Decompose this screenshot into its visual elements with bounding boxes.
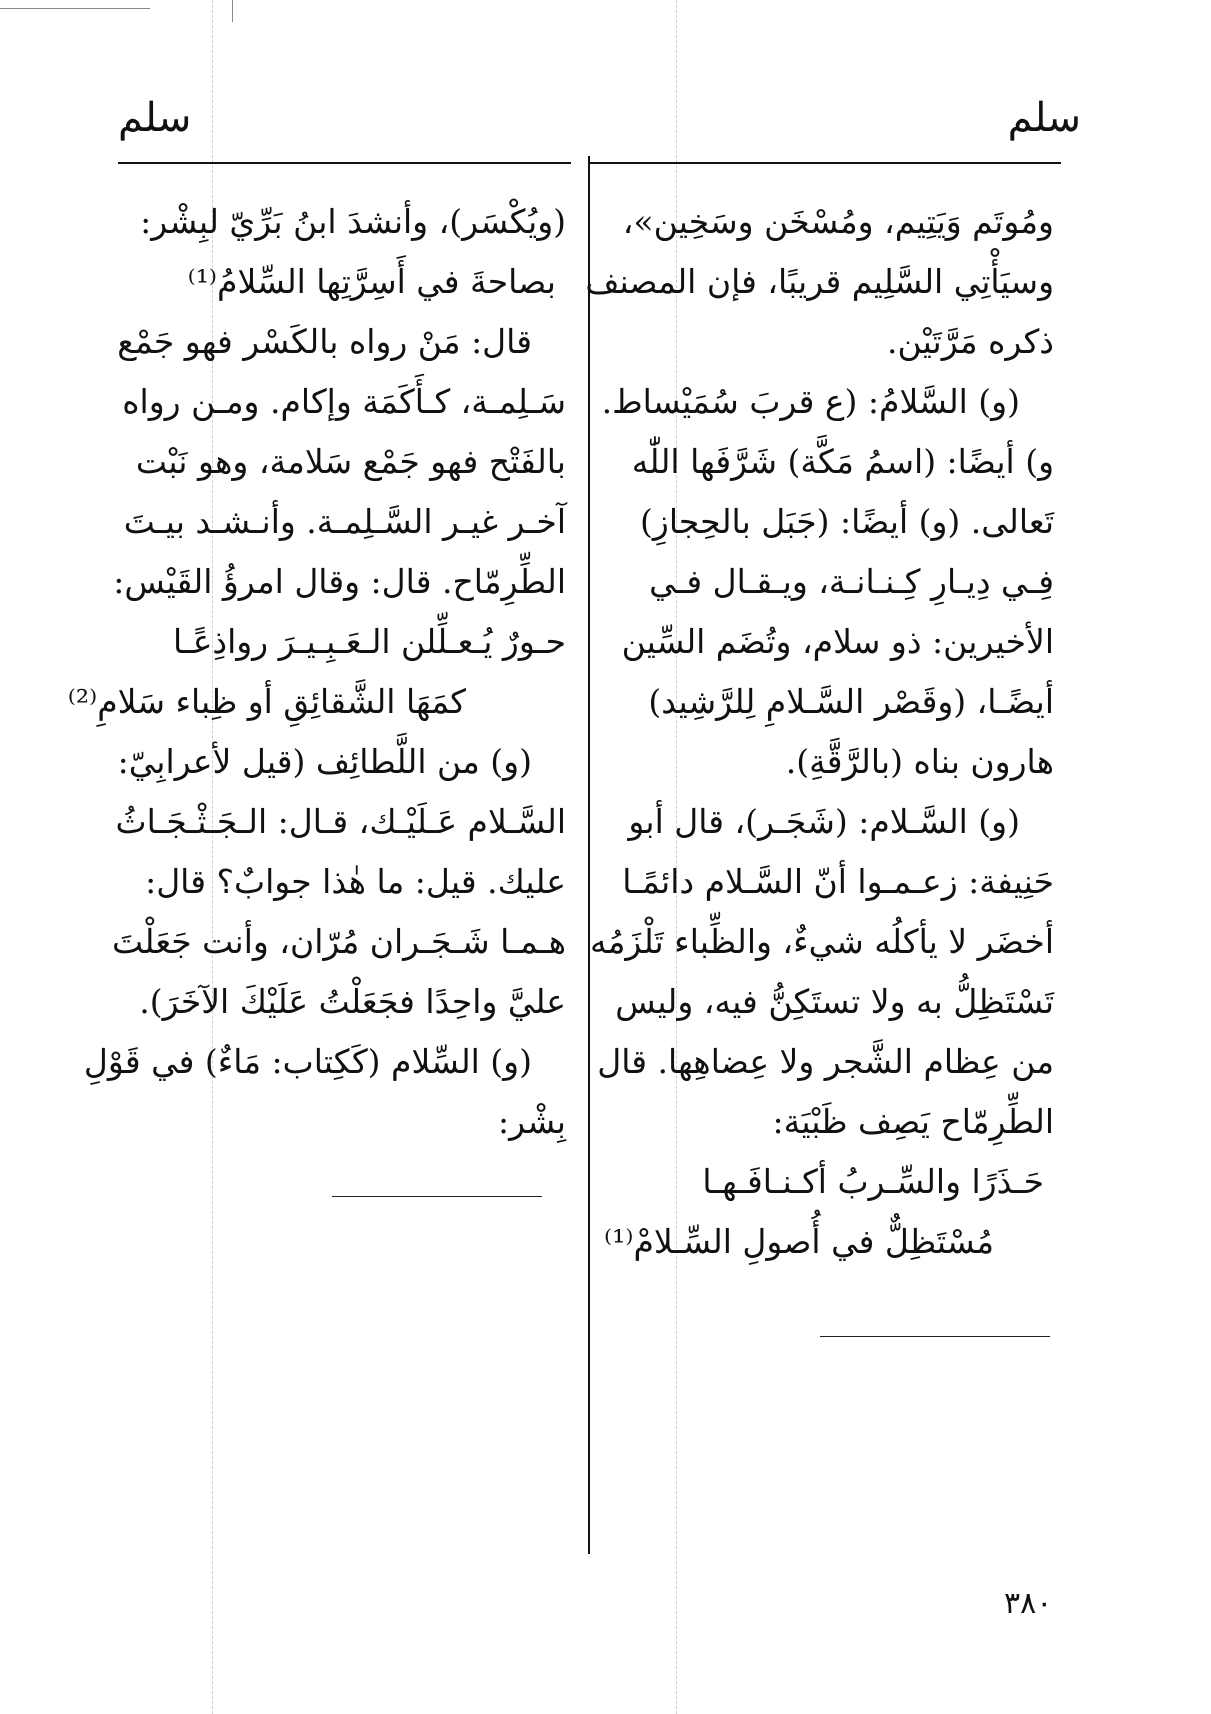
verse-line: حَـذَرًا والسِّـربُ أكـنـافَـهـا xyxy=(702,1162,1044,1201)
text-line: سَـلِمـة، كـأَكَمَة وإكام. ومـن رواه xyxy=(122,382,566,421)
text-line: عليَّ واحِدًا فجَعَلْتُ عَلَيْكَ الآخَرَ). xyxy=(139,982,566,1021)
text-line: تَسْتَظِلُّ به ولا تستَكِنُّ فيه، وليس xyxy=(615,982,1054,1021)
footnote-rule-left xyxy=(332,1196,542,1197)
text-line: و) أيضًا: (اسمُ مَكَّة) شَرَّفَها اللّٰه xyxy=(631,442,1054,481)
header-rule-right xyxy=(590,162,1061,164)
text-line: من عِظام الشَّجر ولا عِضاهِها. قال xyxy=(597,1042,1054,1081)
text-line: وسيَأْتِي السَّلِيم قريبًا، فإن المصنف xyxy=(585,262,1054,301)
text-line: (و) السَّلامُ: (ع قربَ سُمَيْساط. xyxy=(601,382,1020,421)
footnotes-right-column xyxy=(628,1352,1056,1572)
text-line: بالفَتْح فهو جَمْع سَلامة، وهو نَبْت xyxy=(135,442,566,481)
scan-tick-mark xyxy=(232,0,233,22)
text-line: (ويُكْسَر)، وأنشدَ ابنُ بَرِّيّ لبِشْر: xyxy=(140,202,566,241)
text-line: (و) من اللَّطائِف (قيل لأعرابِيّ: xyxy=(117,742,532,781)
verse-line: مُسْتَظِلٌّ في أُصولِ السِّـلامْ⁽¹⁾ xyxy=(604,1222,994,1261)
text-line: ومُوتَم وَيَتِيم، ومُسْخَن وسَخِين»، xyxy=(622,202,1054,241)
text-line: تَعالى. (و) أيضًا: (جَبَل بالحِجازِ) xyxy=(640,502,1054,541)
page-number: ٣٨٠ xyxy=(1004,1586,1053,1621)
text-line: (و) السِّلام (كَكِتاب: مَاءٌ) في قَوْلِ xyxy=(83,1042,532,1081)
running-head-left: سلم xyxy=(118,95,192,141)
verse-line: حـورٌ يُـعـلِّلن الـعَـبِـيـرَ رواذِعًـا xyxy=(172,622,566,661)
footnotes-left-column xyxy=(118,1212,568,1552)
header-rule-left xyxy=(118,162,571,164)
verse-line: بصاحةَ في أَسِرَّتِها السِّلامُ⁽¹⁾ xyxy=(187,262,556,301)
text-line: الأخيرين: ذو سلام، وتُضَم السِّين xyxy=(621,622,1054,661)
text-line: السَّـلام عَـلَيْـك، قـال: الـجَـثْـجَـاثُ xyxy=(115,802,566,841)
right-column xyxy=(585,192,1054,1272)
verse-line: كمَهَا الشَّقائِقِ أو ظِباء سَلامِ⁽²⁾ xyxy=(67,682,466,721)
text-line: فِـي دِيـارِ كِـنـانـة، ويـقـال فـي xyxy=(649,562,1054,601)
text-line: حَنِيفة: زعـمـوا أنّ السَّـلام دائمًـا xyxy=(622,862,1054,901)
column-divider xyxy=(588,156,590,1554)
text-line: قال: مَنْ رواه بالكَسْر فهو جَمْع xyxy=(117,322,532,361)
text-line: أخضَر لا يأكلُه شيءٌ، والظِّباء تَلْزَمُه xyxy=(590,922,1054,961)
footnote-rule-right xyxy=(820,1336,1050,1337)
text-line: (و) السَّـلام: (شَجَـر)، قال أبو xyxy=(628,802,1020,841)
left-column xyxy=(67,192,566,1152)
text-line: ذكره مَرَّتَيْن. xyxy=(886,322,1054,361)
text-line: عليك. قيل: ما هٰذا جوابٌ؟ قال: xyxy=(145,862,566,901)
text-line: أيضًـا، (وقَصْر السَّـلامِ لِلرَّشِيد) xyxy=(648,682,1054,721)
scan-edge-line xyxy=(0,8,150,9)
text-line: الطِّرِمّاح يَصِف ظَبْيَة: xyxy=(772,1102,1054,1141)
text-line: هارون بناه (بالرَّقَّةِ). xyxy=(785,742,1054,781)
text-line: آخـر غيـر السَّـلِمـة. وأنـشـد بيـتَ xyxy=(123,502,566,541)
running-head-right: سلم xyxy=(1007,95,1081,141)
text-line: الطِّرِمّاح. قال: وقال امرؤُ القَيْس: xyxy=(113,562,566,601)
text-line: بِشْر: xyxy=(498,1102,566,1141)
text-line: هـمـا شَـجَـران مُرّان، وأنت جَعَلْتَ xyxy=(111,922,566,961)
